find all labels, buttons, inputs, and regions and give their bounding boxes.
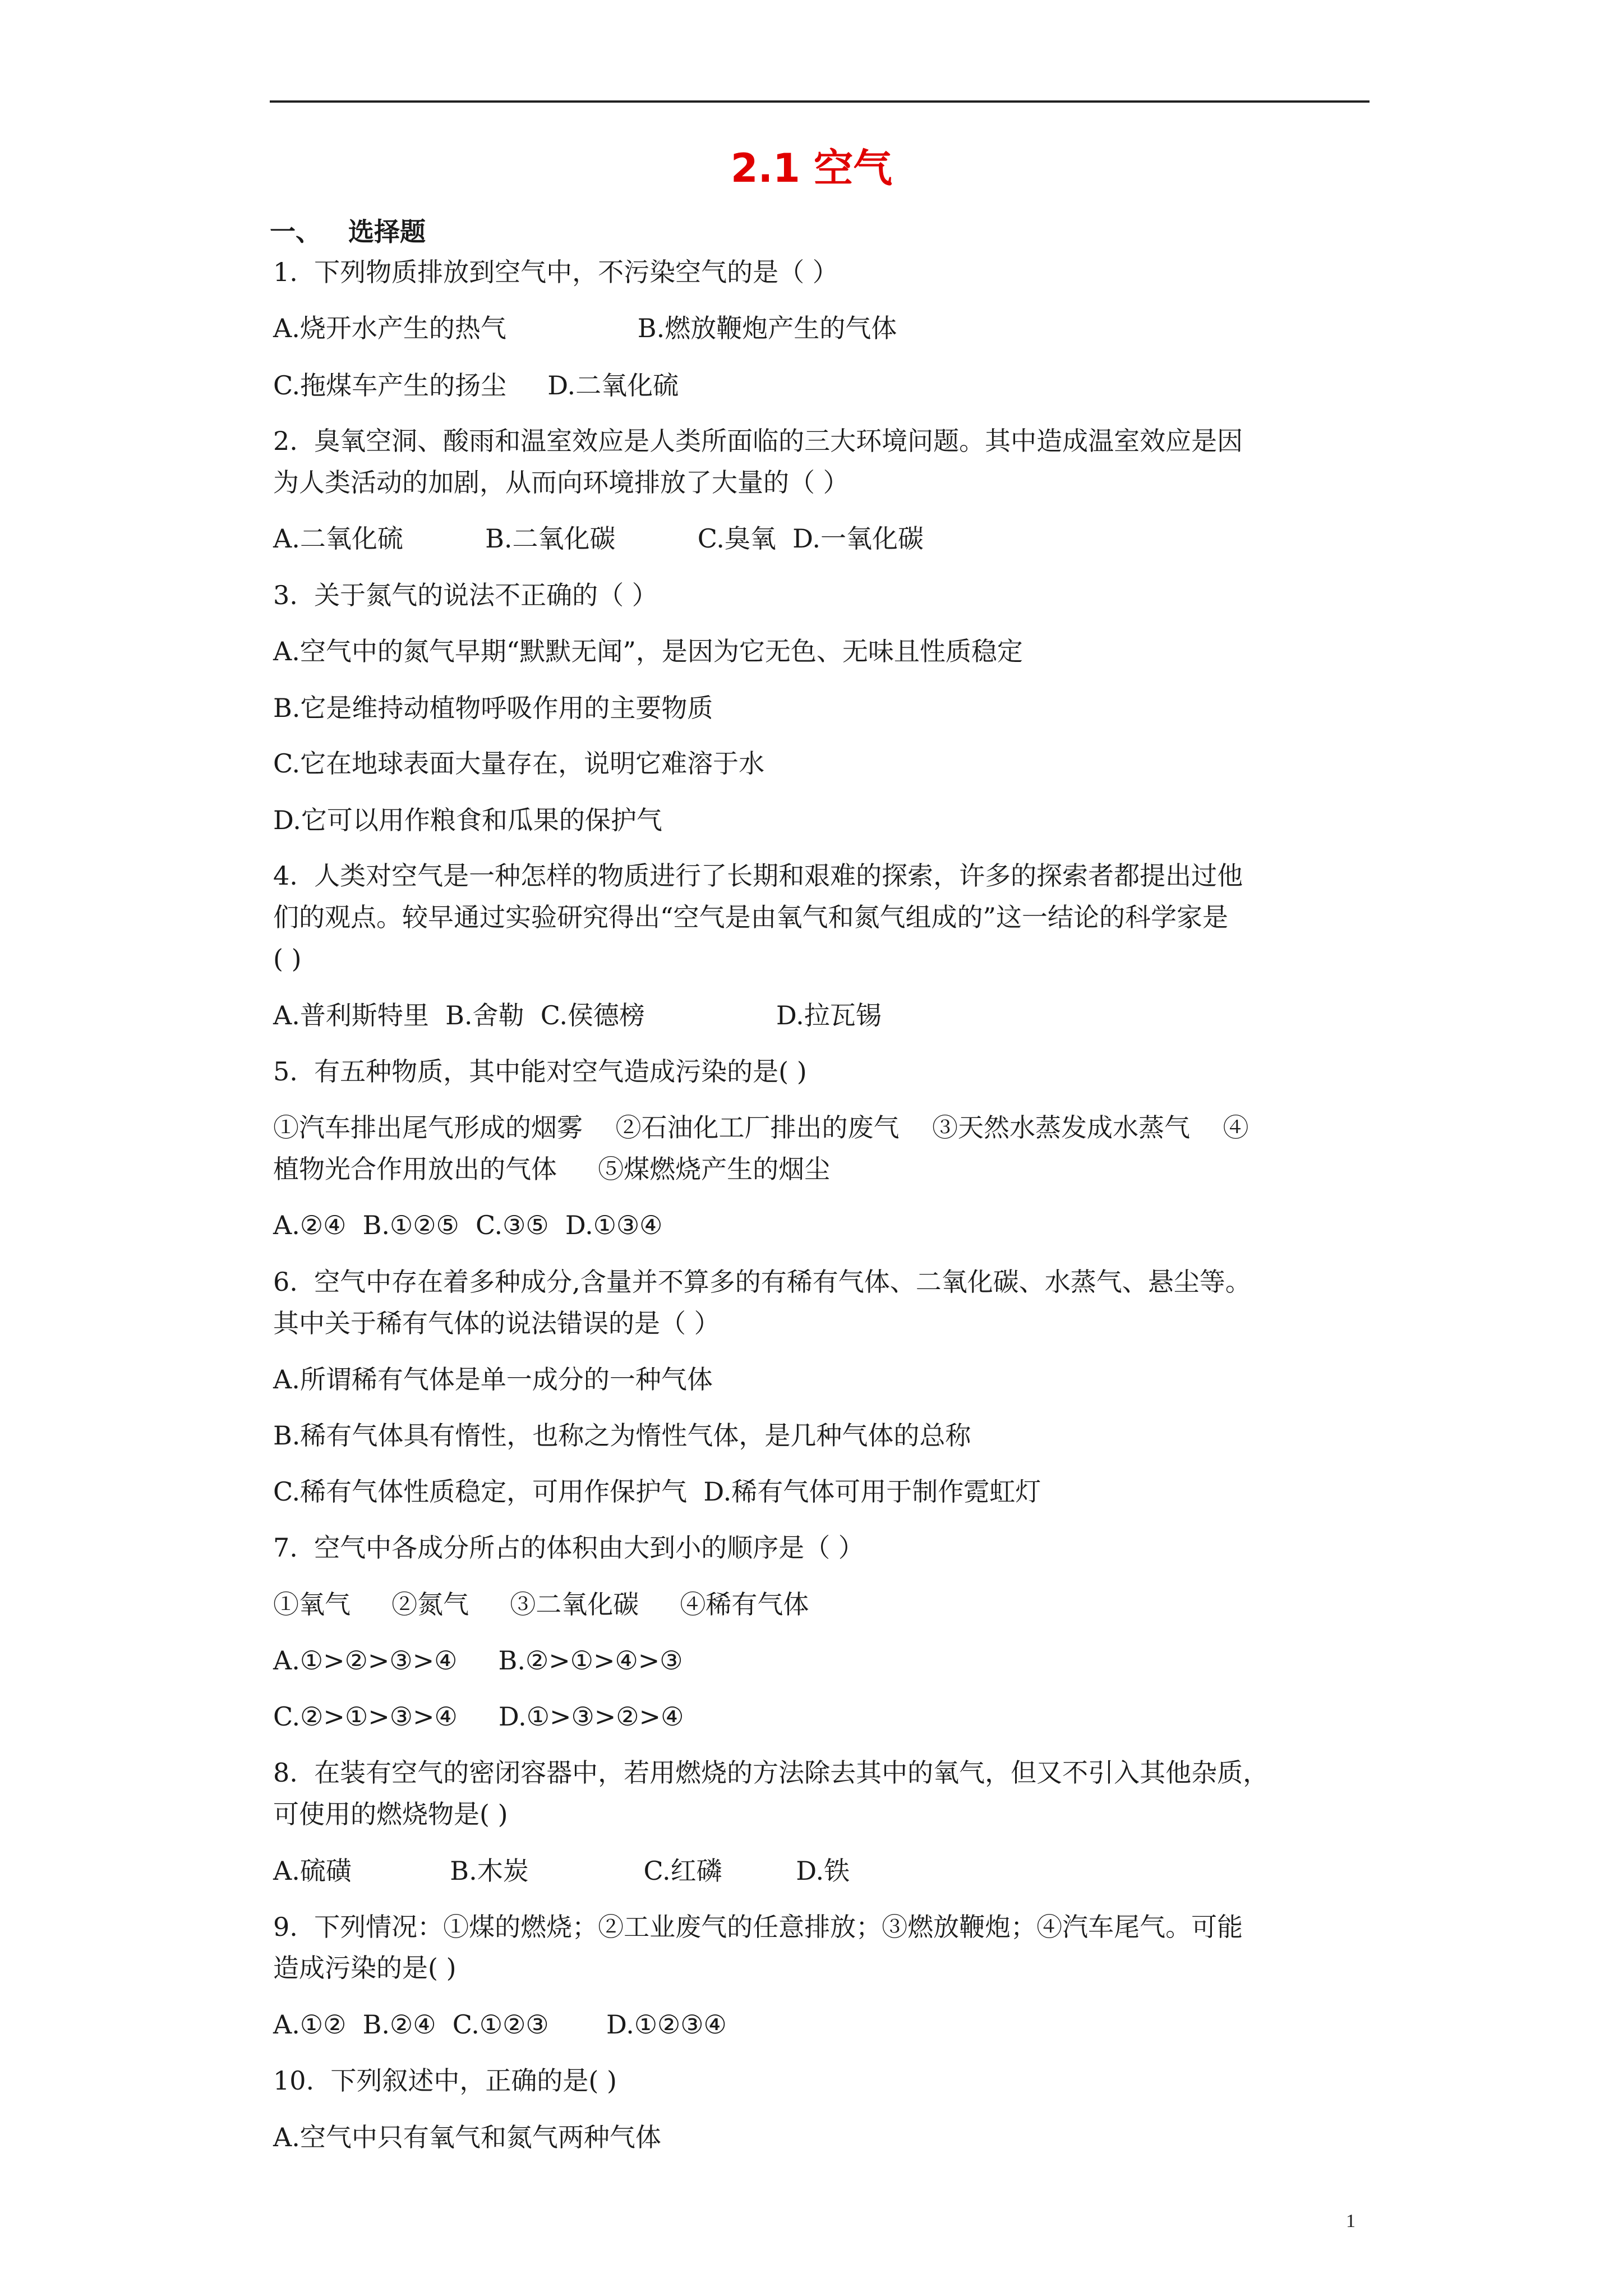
question-3-option-a: A.空气中的氮气早期“默默无闻”，是因为它无色、无味且性质稳定 bbox=[273, 636, 1023, 666]
question-6-option-a: A.所谓稀有气体是单一成分的一种气体 bbox=[273, 1364, 713, 1395]
question-8-stem-line2: 可使用的燃烧物是( ) bbox=[273, 1799, 508, 1829]
question-3-stem: 3. 关于氮气的说法不正确的（ ） bbox=[273, 580, 658, 610]
question-6-option-b: B.稀有气体具有惰性，也称之为惰性气体，是几种气体的总称 bbox=[273, 1420, 971, 1451]
question-3-option-b: B.它是维持动植物呼吸作用的主要物质 bbox=[273, 693, 713, 723]
question-7-options-cd: C.②>①>③>④ D.①>③>②>④ bbox=[273, 1701, 684, 1732]
question-4-stem-line1: 4. 人类对空气是一种怎样的物质进行了长期和艰难的探索，许多的探索者都提出过他 bbox=[273, 861, 1243, 891]
document-title: 2.1 空气 bbox=[730, 145, 893, 191]
question-4-options: A.普利斯特里 B.舍勒 C.侯德榜 D.拉瓦锡 bbox=[273, 1000, 882, 1030]
question-2-stem-line2: 为人类活动的加剧，从而向环境排放了大量的（ ） bbox=[273, 467, 849, 498]
question-10-option-a: A.空气中只有氧气和氮气两种气体 bbox=[273, 2122, 661, 2152]
question-7-items: ①氧气 ②氮气 ③二氧化碳 ④稀有气体 bbox=[273, 1589, 809, 1619]
question-1-options-cd: C.拖煤车产生的扬尘 D.二氧化硫 bbox=[273, 370, 679, 401]
question-5-stem: 5. 有五种物质，其中能对空气造成污染的是( ) bbox=[273, 1056, 807, 1087]
question-2-options: A.二氧化硫 B.二氧化碳 C.臭氧 D.一氧化碳 bbox=[273, 523, 924, 554]
question-4-stem-line2: 们的观点。较早通过实验研究得出“空气是由氧气和氮气组成的”这一结论的科学家是 bbox=[273, 902, 1229, 932]
question-10-stem: 10. 下列叙述中，正确的是( ) bbox=[273, 2065, 617, 2096]
question-8-options: A.硫磺 B.木炭 C.红磷 D.铁 bbox=[273, 1856, 850, 1886]
question-5-options: A.②④ B.①②⑤ C.③⑤ D.①③④ bbox=[273, 1210, 663, 1240]
question-6-stem-line1: 6. 空气中存在着多种成分,含量并不算多的有稀有气体、二氧化碳、水蒸气、悬尘等。 bbox=[273, 1267, 1251, 1297]
header-rule bbox=[270, 100, 1370, 103]
question-7-options-ab: A.①>②>③>④ B.②>①>④>③ bbox=[273, 1645, 683, 1676]
section-number: 一、 bbox=[270, 217, 321, 247]
question-1-options-ab: A.烧开水产生的热气 B.燃放鞭炮产生的气体 bbox=[273, 313, 897, 343]
question-6-options-cd: C.稀有气体性质稳定，可用作保护气 D.稀有气体可用于制作霓虹灯 bbox=[273, 1476, 1041, 1507]
question-2-stem-line1: 2. 臭氧空洞、酸雨和温室效应是人类所面临的三大环境问题。其中造成温室效应是因 bbox=[273, 426, 1243, 456]
question-8-stem-line1: 8. 在装有空气的密闭容器中，若用燃烧的方法除去其中的氧气，但又不引入其他杂质， bbox=[273, 1757, 1269, 1788]
question-9-stem-line1: 9. 下列情况：①煤的燃烧；②工业废气的任意排放；③燃放鞭炮；④汽车尾气。可能 bbox=[273, 1912, 1243, 1942]
section-label: 选择题 bbox=[348, 217, 426, 247]
question-7-stem: 7. 空气中各成分所占的体积由大到小的顺序是（ ） bbox=[273, 1533, 864, 1563]
question-3-option-c: C.它在地球表面大量存在，说明它难溶于水 bbox=[273, 748, 765, 779]
question-6-stem-line2: 其中关于稀有气体的说法错误的是（ ） bbox=[273, 1308, 720, 1338]
question-5-items-line2: 植物光合作用放出的气体 ⑤煤燃烧产生的烟尘 bbox=[273, 1154, 831, 1184]
page-number: 1 bbox=[1346, 2211, 1355, 2231]
question-4-stem-line3: ( ) bbox=[273, 944, 302, 974]
question-9-options: A.①② B.②④ C.①②③ D.①②③④ bbox=[273, 2009, 727, 2040]
question-3-option-d: D.它可以用作粮食和瓜果的保护气 bbox=[273, 805, 662, 835]
question-1-stem: 1. 下列物质排放到空气中，不污染空气的是（ ） bbox=[273, 257, 838, 287]
section-heading bbox=[270, 215, 426, 249]
question-9-stem-line2: 造成污染的是( ) bbox=[273, 1953, 457, 1983]
question-5-items-line1: ①汽车排出尾气形成的烟雾 ②石油化工厂排出的废气 ③天然水蒸发成水蒸气 ④ bbox=[273, 1112, 1249, 1143]
